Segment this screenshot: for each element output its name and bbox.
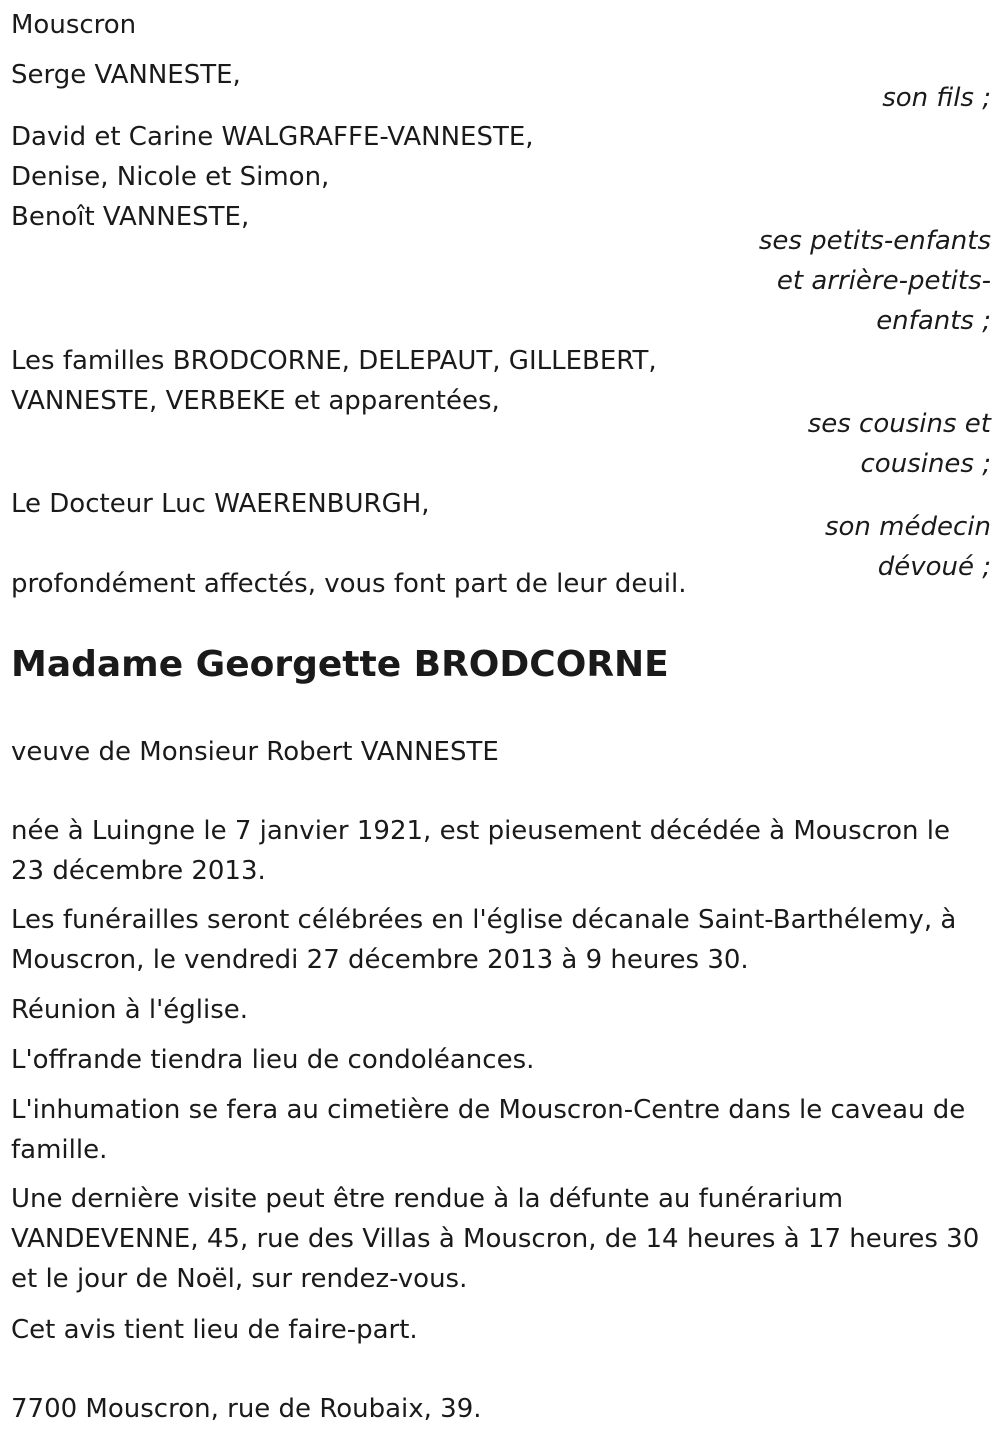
family-line: Les familles BRODCORNE, DELEPAUT, GILLEBERT, [11, 346, 657, 376]
widow-of: veuve de Monsieur Robert VANNESTE [11, 737, 499, 767]
family-line: Le Docteur Luc WAERENBURGH, [11, 489, 430, 519]
deceased-name: Madame Georgette BRODCORNE [11, 644, 669, 685]
family-line: David et Carine WALGRAFFE-VANNESTE, [11, 122, 534, 152]
family-line: Serge VANNESTE, [11, 60, 241, 90]
paragraph-birth-death: née à Luingne le 7 janvier 1921, est pieusement décédée à Mouscron le 23 décembre 2013. [11, 816, 950, 886]
paragraph-burial: L'inhumation se fera au cimetière de Mouscron-Centre dans le caveau de famille. [11, 1095, 966, 1165]
obituary-notice [11, 0, 991, 1443]
paragraph-visit: Une dernière visite peut être rendue à la défunte au funérarium VANDEVENNE, 45, rue des Villas à Mouscron, de 14 heures à 17 heures 30 et le jour de Noël, sur rendez-vous. [11, 1184, 980, 1294]
paragraph-funeral: Les funérailles seront célébrées en l'église décanale Saint-Barthélemy, à Mouscron, le vendredi 27 décembre 2013 à 9 heures 30. [11, 905, 957, 975]
address: 7700 Mouscron, rue de Roubaix, 39. [11, 1394, 482, 1424]
relation-label: son fils ; [882, 83, 991, 113]
relation-label: ses cousins et [807, 409, 991, 439]
relation-label: enfants ; [876, 306, 991, 336]
paragraph-meeting: Réunion à l'église. [11, 995, 249, 1025]
relation-label: dévoué ; [877, 552, 991, 582]
relation-label: ses petits-enfants [758, 226, 991, 256]
paragraph-offering: L'offrande tiendra lieu de condoléances. [11, 1045, 535, 1075]
paragraph-notice: Cet avis tient lieu de faire-part. [11, 1315, 418, 1345]
family-line: VANNESTE, VERBEKE et apparentées, [11, 386, 500, 416]
location-heading: Mouscron [11, 10, 137, 40]
relation-label: son médecin [824, 512, 991, 542]
relation-label: et arrière-petits- [776, 266, 991, 296]
family-line: Benoît VANNESTE, [11, 202, 250, 232]
relation-label: cousines ; [860, 449, 991, 479]
family-line: Denise, Nicole et Simon, [11, 162, 330, 192]
announcement-text: profondément affectés, vous font part de leur deuil. [11, 569, 687, 599]
